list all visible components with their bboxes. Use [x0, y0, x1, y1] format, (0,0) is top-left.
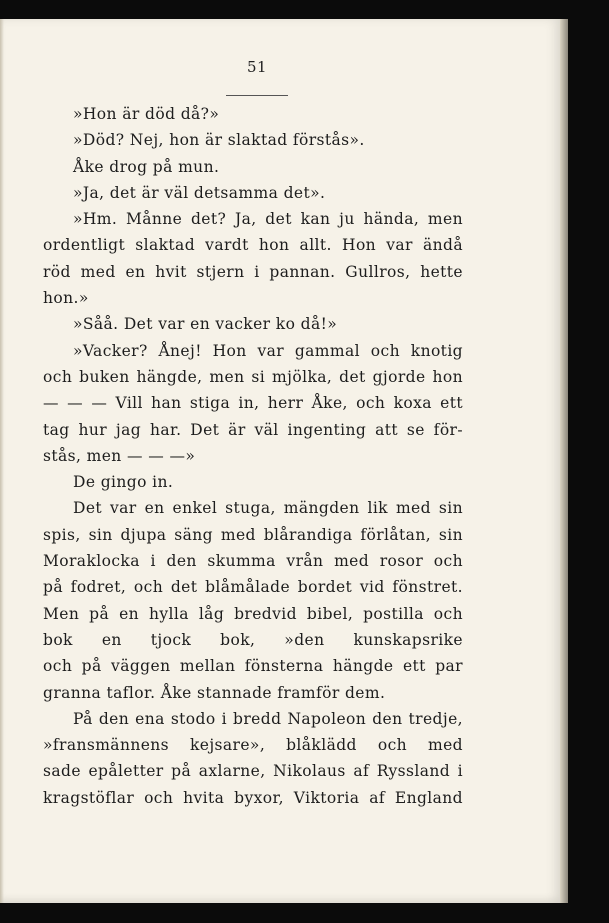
page-number: 51	[246, 58, 268, 76]
text-line: På den ena stodo i bredd Napoleon den tredje,	[73, 709, 463, 728]
text-line: De gingo in.	[73, 473, 174, 492]
page-number-rule	[226, 95, 288, 96]
text-line: Det var en enkel stuga, mängden lik med sin	[73, 499, 463, 518]
text-line: bok en tjock bok, »den kunskapsrike	[43, 630, 463, 649]
text-line: »Hon är död då?»	[73, 105, 220, 123]
page-right-edge	[560, 19, 568, 903]
text-line: »Såå. Det var en vacker ko då!»	[73, 315, 338, 334]
text-line: röd med en hvit stjern i pannan. Gullros, hette	[43, 262, 463, 281]
text-line: och på väggen mellan fönsterna hängde ett par	[43, 657, 463, 676]
text-line: — — — Vill han stiga in, herr Åke, och koxa ett	[43, 394, 463, 413]
text-line: granna taflor. Åke stannade framför dem.	[43, 683, 386, 702]
text-line: spis, sin djupa säng med blårandiga förlåtan, sin	[43, 525, 463, 544]
text-line: tag hur jag har. Det är väl ingenting att se för-	[43, 420, 463, 439]
text-line: »Hm. Månne det? Ja, det kan ju hända, men	[73, 210, 463, 229]
text-line: Men på en hylla låg bredvid bibel, postilla och	[43, 604, 463, 623]
text-line: kragstöflar och hvita byxor, Viktoria af England	[43, 788, 463, 807]
text-line: ordentligt slaktad vardt hon allt. Hon var ändå	[43, 236, 463, 255]
text-line: och buken hängde, men si mjölka, det gjorde hon	[43, 367, 463, 386]
text-line: sade epåletter på axlarne, Nikolaus af Ryssland i	[43, 762, 463, 781]
text-line: stås, men — — —»	[43, 446, 196, 465]
text-line: hon.»	[43, 289, 89, 308]
text-line: »fransmännens kejsare», blåklädd och med	[43, 736, 463, 755]
text-line: »Ja, det är väl detsamma det».	[73, 183, 326, 202]
text-line: »Död? Nej, hon är slaktad förstås».	[73, 131, 365, 150]
body-text	[43, 101, 463, 811]
page-left-edge	[0, 19, 4, 903]
text-line: »Vacker? Ånej! Hon var gammal och knotig	[73, 341, 463, 360]
text-line: på fodret, och det blåmålade bordet vid fönstret.	[43, 578, 463, 597]
text-line: Moraklocka i den skumma vrån med rosor och	[43, 552, 463, 571]
text-line: Åke drog på mun.	[73, 157, 220, 176]
